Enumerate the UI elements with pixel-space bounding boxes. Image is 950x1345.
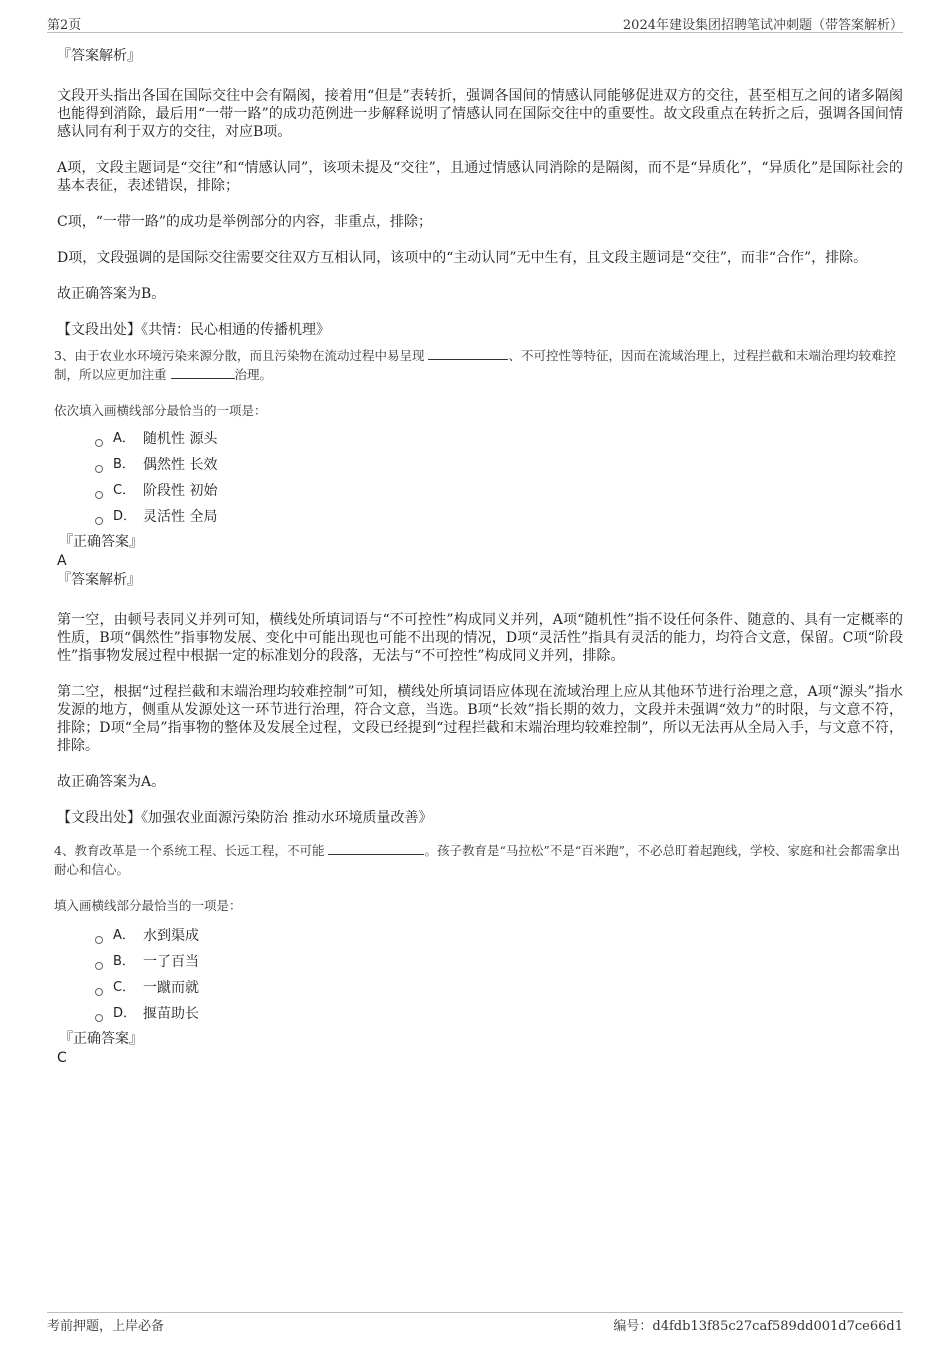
question-text-part: 、不可控性等特征，因而在流域治理上，过程拦截和末端治理均较难控制，所以应更加注重	[54, 348, 896, 382]
question-3-options	[95, 426, 903, 530]
option-text: 一蹴而就	[143, 980, 199, 996]
option-letter: C．	[113, 980, 136, 995]
question-text-part: 治理。	[234, 367, 273, 382]
option-letter: B．	[113, 954, 135, 969]
final-answer: 故正确答案为A。	[57, 774, 166, 790]
radio-icon[interactable]	[95, 517, 103, 525]
option-text: 水到渠成	[143, 928, 199, 944]
option-d[interactable]	[95, 1001, 903, 1027]
source-citation: 【文段出处】《共情：民心相通的传播机理》	[57, 322, 330, 338]
page-header	[47, 12, 903, 32]
option-a[interactable]	[95, 923, 903, 949]
question-4-text	[54, 841, 903, 879]
final-answer: 故正确答案为B。	[57, 286, 166, 302]
radio-icon[interactable]	[95, 988, 103, 996]
option-d[interactable]	[95, 504, 903, 530]
analysis-paragraph: C项，“一带一路”的成功是举例部分的内容，非重点，排除；	[57, 214, 433, 230]
header-divider	[47, 32, 903, 33]
analysis-label: 『答案解析』	[57, 572, 141, 588]
option-c[interactable]	[95, 478, 903, 504]
option-letter: A．	[113, 928, 135, 943]
correct-answer-label: 『正确答案』	[59, 534, 143, 550]
source-citation: 【文段出处】《加强农业面源污染防治 推动水环境质量改善》	[57, 810, 433, 826]
question-text-part: 3、由于农业水环境污染来源分散，而且污染物在流动过程中易呈现	[54, 348, 425, 363]
analysis-paragraph: 第一空，由顿号表同义并列可知，横线处所填词语与“不可控性”构成同义并列，A项“随机性”指不设任何条件、随意的、具有一定概率的性质，B项“偶然性”指事物发展、变化中可能出现也可能不出现的情况，D项“灵活性”指具有灵活的能力，均符合文意，保留。C项“阶段性”指事物发展过程中根据一定的标准划分的段落，无法与“不可控性”构成同义并列，排除。	[57, 612, 903, 664]
question-3-text	[54, 346, 903, 384]
option-text: 偶然性 长效	[143, 457, 218, 473]
radio-icon[interactable]	[95, 962, 103, 970]
correct-answer-value: A	[57, 553, 67, 569]
option-letter: B．	[113, 457, 135, 472]
correct-answer-value: C	[57, 1050, 67, 1066]
blank-line	[428, 348, 508, 360]
option-b[interactable]	[95, 452, 903, 478]
option-text: 一了百当	[143, 954, 199, 970]
option-text: 阶段性 初始	[143, 483, 218, 499]
option-b[interactable]	[95, 949, 903, 975]
option-text: 揠苗助长	[143, 1006, 199, 1022]
option-c[interactable]	[95, 975, 903, 1001]
analysis-paragraph: A项，文段主题词是“交往”和“情感认同”，该项未提及“交往”，且通过情感认同消除的是隔阂，而不是“异质化”，“异质化”是国际社会的基本表征，表述错误，排除；	[57, 160, 903, 194]
analysis-paragraph: 文段开头指出各国在国际交往中会有隔阂，接着用“但是”表转折，强调各国间的情感认同能够促进双方的交往，甚至相互之间的诸多隔阂也能得到消除，最后用“一带一路”的成功范例进一步解释说明了情感认同在国际交往中的重要性。故文段重点在转折之后，强调各国间情感认同有利于双方的交往，对应B项。	[57, 88, 903, 140]
question-3-prompt: 依次填入画横线部分最恰当的一项是：	[54, 403, 267, 418]
analysis-label: 『答案解析』	[57, 48, 141, 64]
option-letter: A．	[113, 431, 135, 446]
question-text-part: 。孩子教育是“马拉松”不是“百米跑”，不必总盯着起跑线，学校、家庭和社会都需拿出耐心和信心。	[54, 843, 901, 877]
correct-answer-label: 『正确答案』	[59, 1031, 143, 1047]
question-4-options	[95, 923, 903, 1027]
option-a[interactable]	[95, 426, 903, 452]
option-letter: D．	[113, 1006, 137, 1021]
analysis-paragraph: 第二空，根据“过程拦截和末端治理均较难控制”可知，横线处所填词语应体现在流域治理上应从其他环节进行治理之意，A项“源头”指水发源的地方，侧重从发源处这一环节进行治理，符合文意，当选。B项“长效”指长期的效力，文段并未强调“效力”的时限，与文意不符，排除；D项“全局”指事物的整体及发展全过程，文段已经提到“过程拦截和末端治理均较难控制”，所以无法再从全局入手，与文意不符，排除。	[57, 684, 903, 754]
option-letter: C．	[113, 483, 136, 498]
question-4-prompt: 填入画横线部分最恰当的一项是：	[54, 898, 242, 913]
page-number: 第2页	[47, 18, 82, 33]
radio-icon[interactable]	[95, 465, 103, 473]
page-content	[54, 47, 903, 1067]
document-title: 2024年建设集团招聘笔试冲刺题（带答案解析）	[622, 18, 903, 33]
option-text: 灵活性 全局	[143, 509, 218, 525]
question-text-part: 4、教育改革是一个系统工程、长远工程，不可能	[54, 843, 325, 858]
footer-slogan: 考前押题，上岸必备	[47, 1319, 165, 1334]
blank-line	[171, 367, 235, 379]
option-text: 随机性 源头	[143, 431, 218, 447]
option-letter: D．	[113, 509, 137, 524]
radio-icon[interactable]	[95, 491, 103, 499]
radio-icon[interactable]	[95, 1014, 103, 1022]
document-id: 编号：d4fdb13f85c27caf589dd001d7ce66d1	[613, 1319, 903, 1334]
analysis-paragraph: D项，文段强调的是国际交往需要交往双方互相认同，该项中的“主动认同”无中生有，且文段主题词是“交往”，而非“合作”，排除。	[57, 250, 868, 266]
footer-divider	[47, 1312, 903, 1313]
radio-icon[interactable]	[95, 439, 103, 447]
radio-icon[interactable]	[95, 936, 103, 944]
blank-line	[328, 843, 424, 855]
